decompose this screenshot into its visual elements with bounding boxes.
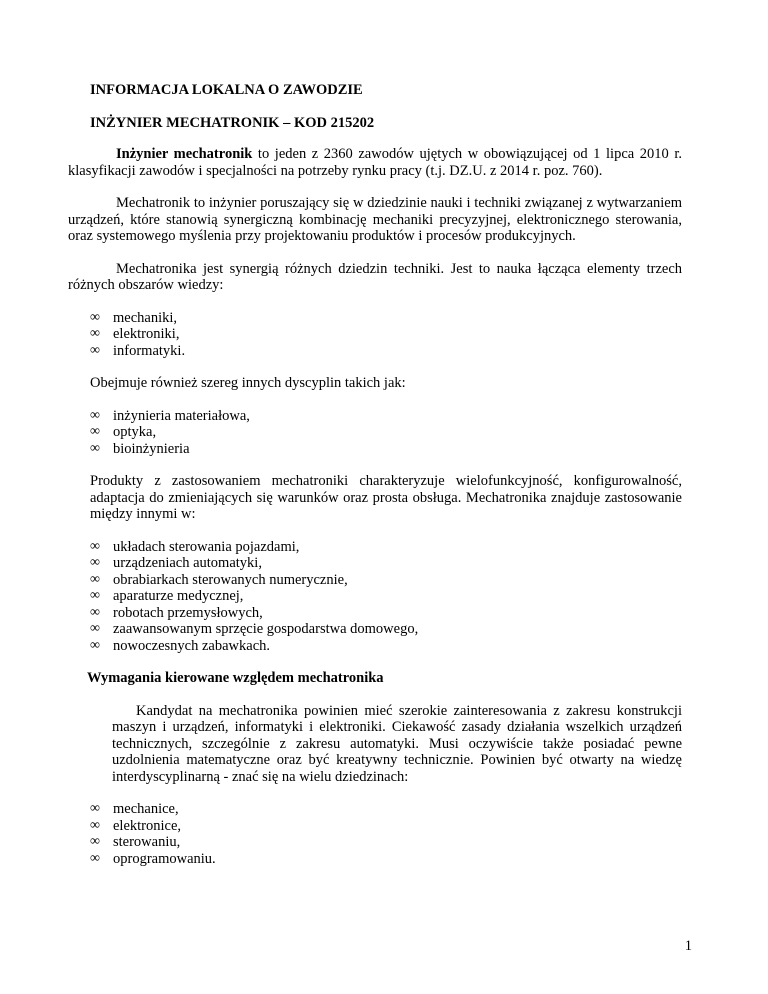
disciplines-list (90, 408, 682, 458)
bullet-icon: ∞ (90, 621, 100, 636)
list-item-text: optyka, (113, 424, 157, 440)
list-item-text: sterowaniu, (113, 834, 181, 850)
definition-paragraph: Mechatronik to inżynier poruszający się w dziedzinie nauki i techniki związanej z wytwarzaniem urządzeń, które stanowią synergiczną kombinację mechaniki precyzyjnej, elektronicznego sterowania, oraz systemowego myślenia przy projektowaniu produktów i procesów produkcyjnych. (68, 195, 682, 244)
list-item (90, 572, 682, 589)
requirements-paragraph: Kandydat na mechatronika powinien mieć szerokie zainteresowania z zakresu konstrukcji maszyn i urządzeń, informatyki i elektroniki. Ciekawość zasady działania wszelkich urządzeń technicznych, szczególnie z zakresu automatyki. Musi oczywiście także posiadać pewne uzdolnienia matematyczne oraz być kreatywny technicznie. Powinien być otwarty na wiedzę interdyscyplinarną - znać się na wielu dziedzinach: (112, 702, 682, 785)
list-item-text: nowoczesnych zabawkach. (113, 637, 271, 654)
list-item (90, 408, 682, 425)
list-item-text: elektroniki, (113, 326, 180, 342)
list-item (90, 424, 682, 441)
list-item-text: robotach przemysłowych, (113, 604, 263, 621)
list-item-text: obrabiarkach sterowanych numerycznie, (113, 571, 348, 588)
bullet-icon: ∞ (90, 326, 100, 341)
list-item (90, 555, 682, 572)
bullet-icon: ∞ (90, 440, 100, 456)
intro-bold-term: Inżynier mechatronik (116, 146, 253, 162)
list-item-text: mechaniki, (113, 309, 178, 326)
document-subtitle: INŻYNIER MECHATRONIK – KOD 215202 (90, 114, 375, 131)
list-item (90, 834, 682, 851)
bullet-icon: ∞ (90, 538, 100, 554)
list-item-text: zaawansowanym sprzęcie gospodarstwa domowego, (113, 621, 419, 637)
list-item (90, 310, 682, 327)
bullet-icon: ∞ (90, 834, 100, 849)
list-item-text: oprogramowaniu. (113, 850, 216, 867)
list-item (90, 588, 682, 605)
bullet-icon: ∞ (90, 424, 100, 439)
bullet-icon: ∞ (90, 342, 100, 358)
list-item (90, 343, 682, 360)
list-item-text: inżynieria materiałowa, (113, 407, 250, 424)
list-item (90, 621, 682, 638)
bullet-icon: ∞ (90, 850, 100, 866)
list-item-text: układach sterowania pojazdami, (113, 538, 300, 555)
disciplines-paragraph: Obejmuje również szereg innych dyscyplin takich jak: (90, 375, 406, 391)
intro-text: to jeden z 2360 zawodów ujętych w obowiązującej od 1 lipca 2010 r. klasyfikacji zawodów i specjalności na potrzeby rynku pracy (t.j. DZ.U. z 2014 r. poz. 760). (68, 146, 682, 179)
requirements-heading: Wymagania kierowane względem mechatronika (87, 670, 384, 686)
intro-paragraph (68, 146, 682, 179)
list-item-text: informatyki. (113, 342, 186, 359)
list-item-text: urządzeniach automatyki, (113, 555, 262, 571)
list-item (90, 818, 682, 835)
bullet-icon: ∞ (90, 407, 100, 423)
fields-list (90, 801, 682, 867)
list-item (90, 851, 682, 868)
bullet-icon: ∞ (90, 588, 100, 603)
list-item-text: bioinżynieria (113, 440, 190, 457)
knowledge-areas-list (90, 310, 682, 360)
document-body (68, 82, 682, 883)
list-item (90, 801, 682, 818)
list-item-text: elektronice, (113, 817, 182, 834)
bullet-icon: ∞ (90, 637, 100, 653)
list-item (90, 605, 682, 622)
bullet-icon: ∞ (90, 801, 100, 816)
list-item (90, 326, 682, 343)
bullet-icon: ∞ (90, 571, 100, 587)
bullet-icon: ∞ (90, 604, 100, 620)
list-item-text: mechanice, (113, 801, 179, 817)
list-item (90, 441, 682, 458)
applications-list (90, 539, 682, 655)
list-item (90, 638, 682, 655)
bullet-icon: ∞ (90, 817, 100, 833)
synergy-paragraph: Mechatronika jest synergią różnych dziedzin techniki. Jest to nauka łącząca elementy trzech różnych obszarów wiedzy: (68, 260, 682, 293)
list-item (90, 539, 682, 556)
products-paragraph: Produkty z zastosowaniem mechatroniki charakteryzuje wielofunkcyjność, konfigurowalność, adaptacja do zmieniających się warunków oraz prosta obsługa. Mechatronika znajduje zastosowanie między innymi w: (90, 473, 682, 522)
bullet-icon: ∞ (90, 309, 100, 325)
bullet-icon: ∞ (90, 555, 100, 570)
list-item-text: aparaturze medycznej, (113, 588, 244, 604)
document-title: INFORMACJA LOKALNA O ZAWODZIE (90, 82, 363, 98)
page-number: 1 (684, 938, 692, 954)
